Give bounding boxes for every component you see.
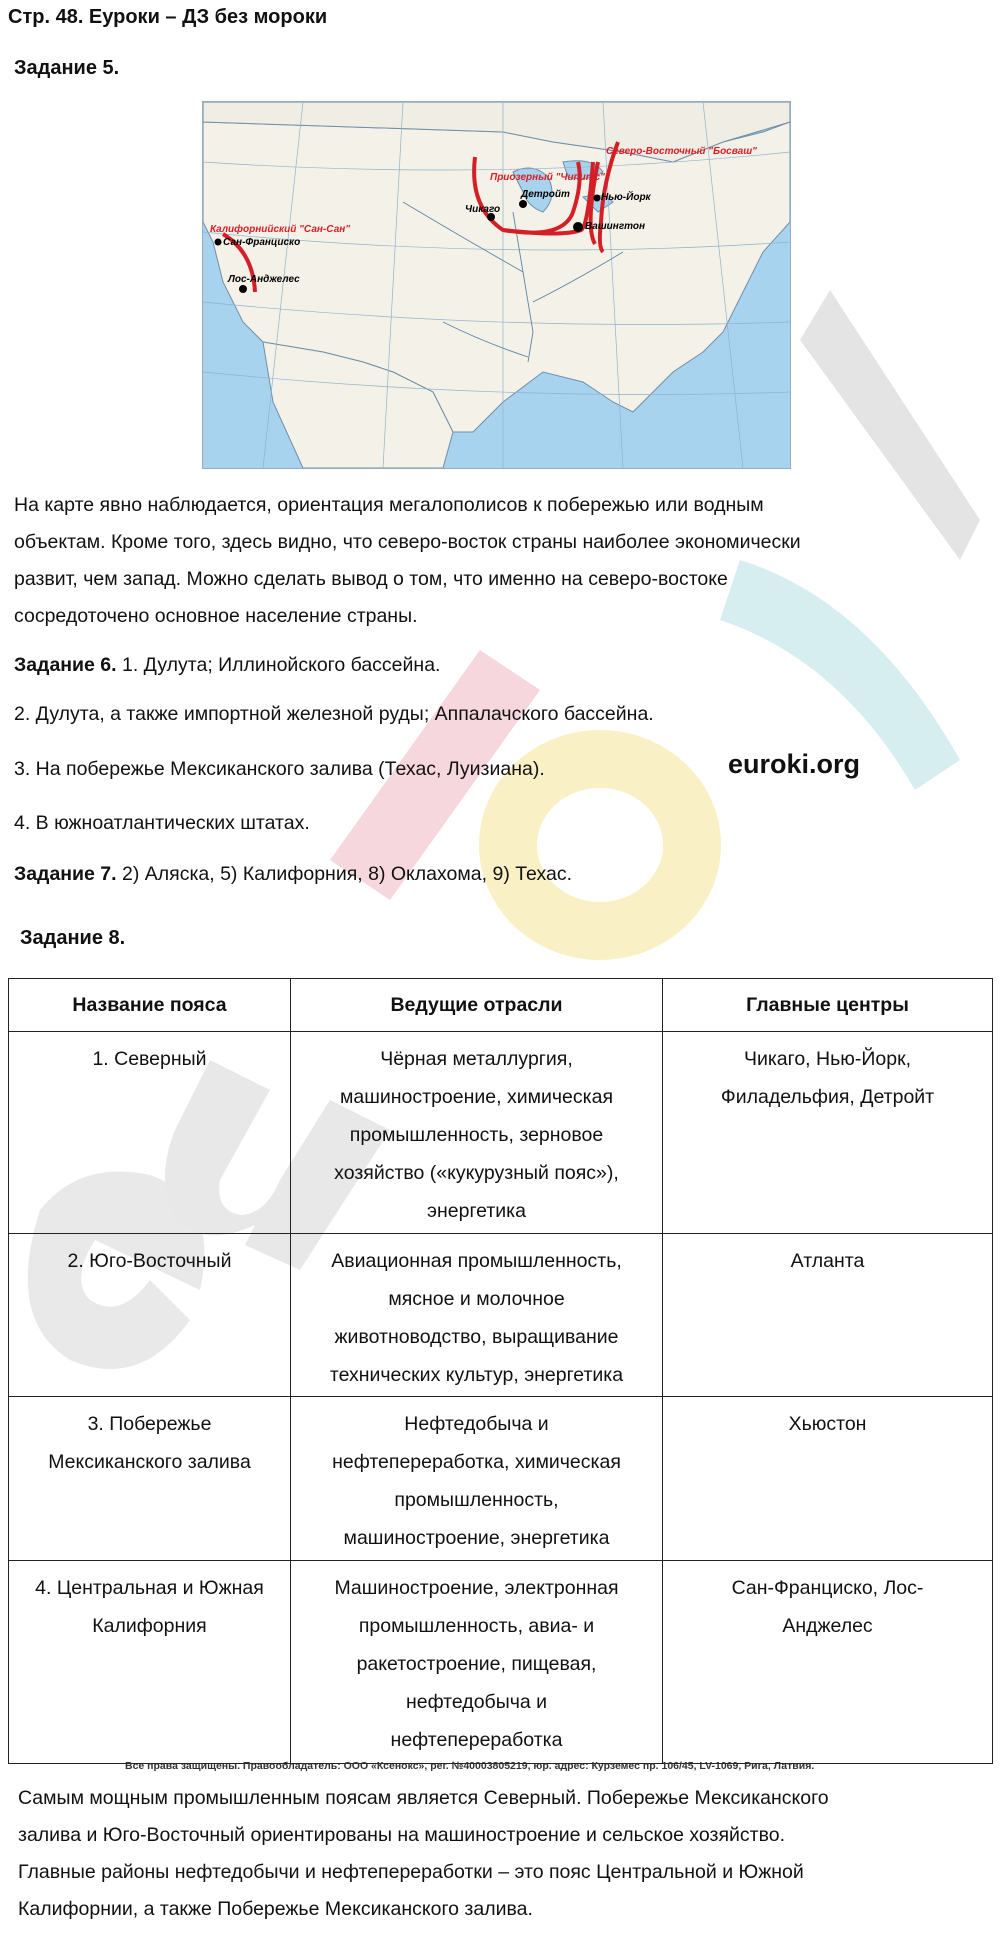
cell-line: Анджелес — [782, 1615, 873, 1637]
industries-cell — [291, 1397, 663, 1561]
industries-cell — [291, 1561, 663, 1764]
cell-line: Мексиканского залива — [48, 1451, 251, 1473]
cell-line: промышленность, зерновое — [349, 1124, 604, 1146]
cell-line: Нефтедобыча и — [404, 1413, 549, 1435]
label-ne-megalopolis: Северо-Восточный "Босваш" — [606, 146, 757, 157]
cell-line: технических культур, энергетика — [329, 1364, 624, 1386]
centers-cell — [663, 1234, 993, 1397]
conclusion-line-3: Главные районы нефтедобычи и нефтепереработки – это пояс Центральной и Южной — [18, 1861, 804, 1883]
cell-line: 2. Юго-Восточный — [67, 1250, 232, 1272]
task5-heading: Задание 5. — [14, 57, 120, 79]
table-header-row — [9, 979, 993, 1032]
task5-line-1: На карте явно наблюдается, ориентация мегалополисов к побережью или водным — [14, 494, 764, 516]
col-header-industries: Ведущие отрасли — [291, 979, 663, 1032]
watermark-letter-i — [800, 290, 980, 560]
task6-heading: Задание 6. — [14, 654, 117, 676]
label-chicago: Чикаго — [465, 204, 501, 215]
conclusion-line-2: залива и Юго-Восточный ориентированы на машиностроение и сельское хозяйство. — [18, 1824, 785, 1846]
cell-line: 3. Побережье — [87, 1413, 212, 1435]
cell-line: Филадельфия, Детройт — [720, 1086, 935, 1108]
label-calif-megalopolis: Калифорнийский "Сан-Сан" — [210, 224, 351, 235]
cell-line: машиностроение, химическая — [339, 1086, 614, 1108]
usa-megalopolis-map — [202, 101, 791, 469]
task5-line-4: сосредоточено основное население страны. — [14, 605, 418, 627]
task6-item-3: 3. На побережье Мексиканского залива (Техас, Луизиана). — [14, 758, 545, 780]
table-row — [9, 1234, 993, 1397]
cell-line: нефтедобыча и — [405, 1691, 548, 1713]
col-header-centers: Главные центры — [663, 979, 993, 1032]
industrial-belts-table — [8, 978, 993, 1764]
task7-line — [14, 856, 572, 893]
cell-line: Атланта — [790, 1250, 865, 1272]
city-dot-detroit — [519, 200, 527, 208]
cell-line: Машиностроение, электронная — [334, 1577, 619, 1599]
centers-cell — [663, 1397, 993, 1561]
cell-line: 1. Северный — [92, 1048, 207, 1070]
task5-line-2: объектам. Кроме того, здесь видно, что северо-восток страны наиболее экономически — [14, 531, 801, 553]
page-title: Стр. 48. Еуроки – ДЗ без мороки — [8, 6, 328, 28]
task6-item-1: 1. Дулута; Иллинойского бассейна. — [122, 654, 441, 676]
centers-cell — [663, 1032, 993, 1234]
cell-line: машиностроение, энергетика — [343, 1527, 610, 1549]
task6-item-2: 2. Дулута, а также импортной железной руды; Аппалачского бассейна. — [14, 703, 654, 725]
task6-item-1-line — [14, 647, 440, 684]
cell-line: промышленность, авиа- и — [358, 1615, 595, 1637]
task8-heading: Задание 8. — [20, 927, 126, 949]
industries-cell — [291, 1234, 663, 1397]
table-row — [9, 1561, 993, 1764]
cell-line: Авиационная промышленность, — [331, 1250, 622, 1272]
cell-line: ракетостроение, пищевая, — [356, 1653, 597, 1675]
industries-cell — [291, 1032, 663, 1234]
cell-line: промышленность, — [394, 1489, 559, 1511]
cell-line: Чикаго, Нью-Йорк, — [743, 1048, 912, 1070]
cell-line: животноводство, выращивание — [334, 1326, 619, 1348]
site-link[interactable]: euroki.org — [728, 749, 861, 779]
task6-item-4: 4. В южноатлантических штатах. — [14, 812, 310, 834]
cell-line: Сан-Франциско, Лос- — [731, 1577, 924, 1599]
conclusion-line-1: Самым мощным промышленным поясам является Северный. Побережье Мексиканского — [18, 1787, 829, 1809]
label-lakes-megalopolis: Приозерный "Чипитс" — [490, 172, 605, 183]
cell-line: Калифорния — [92, 1615, 207, 1637]
col-header-belt: Название пояса — [9, 979, 291, 1032]
label-detroit: Детройт — [521, 189, 570, 200]
cell-line: Хьюстон — [788, 1413, 867, 1435]
cell-line: нефтепереработка — [390, 1729, 563, 1751]
cell-line: энергетика — [427, 1200, 526, 1222]
label-dc: Вашингтон — [585, 221, 646, 232]
belt-name-cell — [9, 1234, 291, 1397]
cell-line: хозяйство («кукурузный пояс»), — [334, 1162, 619, 1184]
label-sf: Сан-Франциско — [223, 237, 301, 248]
city-dot-sf — [215, 239, 222, 246]
belt-name-cell — [9, 1032, 291, 1234]
belt-name-cell — [9, 1397, 291, 1561]
cell-line: 4. Центральная и Южная — [35, 1577, 264, 1599]
city-dot-ny — [594, 195, 601, 202]
copyright-notice: Все права защищены. Правообладатель: ООО «Ксенокс», рег. №40003805219, юр. адрес: Курземес пр. 106/45, LV-1069, Рига, Латвия. — [125, 1760, 815, 1772]
city-dot-la — [239, 285, 247, 293]
table-row — [9, 1032, 993, 1234]
task5-line-3: развит, чем запад. Можно сделать вывод о том, что именно на северо-востоке — [14, 568, 728, 590]
label-la: Лос-Анджелес — [228, 274, 300, 285]
task7-heading: Задание 7. — [14, 863, 117, 885]
cell-line: нефтепереработка, химическая — [332, 1451, 621, 1473]
belt-name-cell — [9, 1561, 291, 1764]
cell-line: мясное и молочное — [388, 1288, 565, 1310]
task7-text: 2) Аляска, 5) Калифорния, 8) Оклахома, 9) Техас. — [122, 863, 573, 885]
table-row — [9, 1397, 993, 1561]
conclusion-line-4: Калифорнии, а также Побережье Мексиканского залива. — [18, 1898, 533, 1920]
city-dot-dc — [573, 222, 583, 232]
cell-line: Чёрная металлургия, — [380, 1048, 573, 1070]
label-ny: Нью-Йорк — [601, 192, 651, 203]
centers-cell — [663, 1561, 993, 1764]
